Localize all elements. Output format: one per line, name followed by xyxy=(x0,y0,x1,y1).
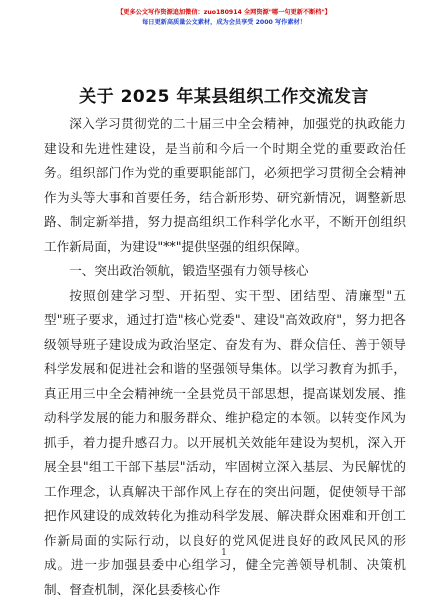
promo-banner-line-2: 每日更新高质量公文素材，成为会员享受 2000 写作素材！ xyxy=(0,18,448,28)
document-title: 关于 2025 年某县组织工作交流发言 xyxy=(0,82,448,107)
section-heading-1: 一、突出政治领航，锻造坚强有力领导核心 xyxy=(44,259,406,284)
body-paragraph-section-1: 按照创建学习型、开拓型、实干型、团结型、清廉型"五型"班子要求，通过打造"核心党委"、建设"高效政府"，努力把各级领导班子建设成为政治坚定、奋发有为、群众信任、善于领导科学发展和促进社会和谐的坚强领导集体。以学习教育为抓手，真正用三中全会精神统一全县党员干部思想，提高谋划发展、推动科学发展的能力和服务群众、维护稳定的本领。以转变作风为抓手，着力提升感召力。以开展机关效能年建设为契机，深入开展全县"组工干部下基层"活动，牢固树立深入基层、为民解忧的工作理念，认真解决干部作风上存在的突出问题，促使领导干部把作风建设的成效转化为推动科学发展、解决群众困难和开创工作新局面的实际行动，以良好的党风促进良好的政风民风的形成。进一步加强县委中心组学习，健全完善领导机制、决策机制、督查机制，深化县委核心作 xyxy=(44,284,406,602)
page-number: 1 xyxy=(0,548,448,558)
body-paragraph-intro: 深入学习贯彻党的二十届三中全会精神，加强党的执政能力建设和先进性建设，是当前和今后一个时期全党的重要政治任务。组织部门作为党的重要职能部门，必须把学习贯彻全会精神作为头等大事和首要任务，结合新形势、研究新情况，调整新思路、制定新举措，努力提高组织工作科学化水平，不断开创组织工作新局面，为建设"**"提供坚强的组织保障。 xyxy=(44,112,406,259)
promo-banner-line-1: 【更多公文写作资源追加微信：zuo180914 全网资源"哪一句更新不断档"】 xyxy=(0,8,448,18)
document-body xyxy=(44,112,406,602)
promo-banner xyxy=(0,8,448,28)
